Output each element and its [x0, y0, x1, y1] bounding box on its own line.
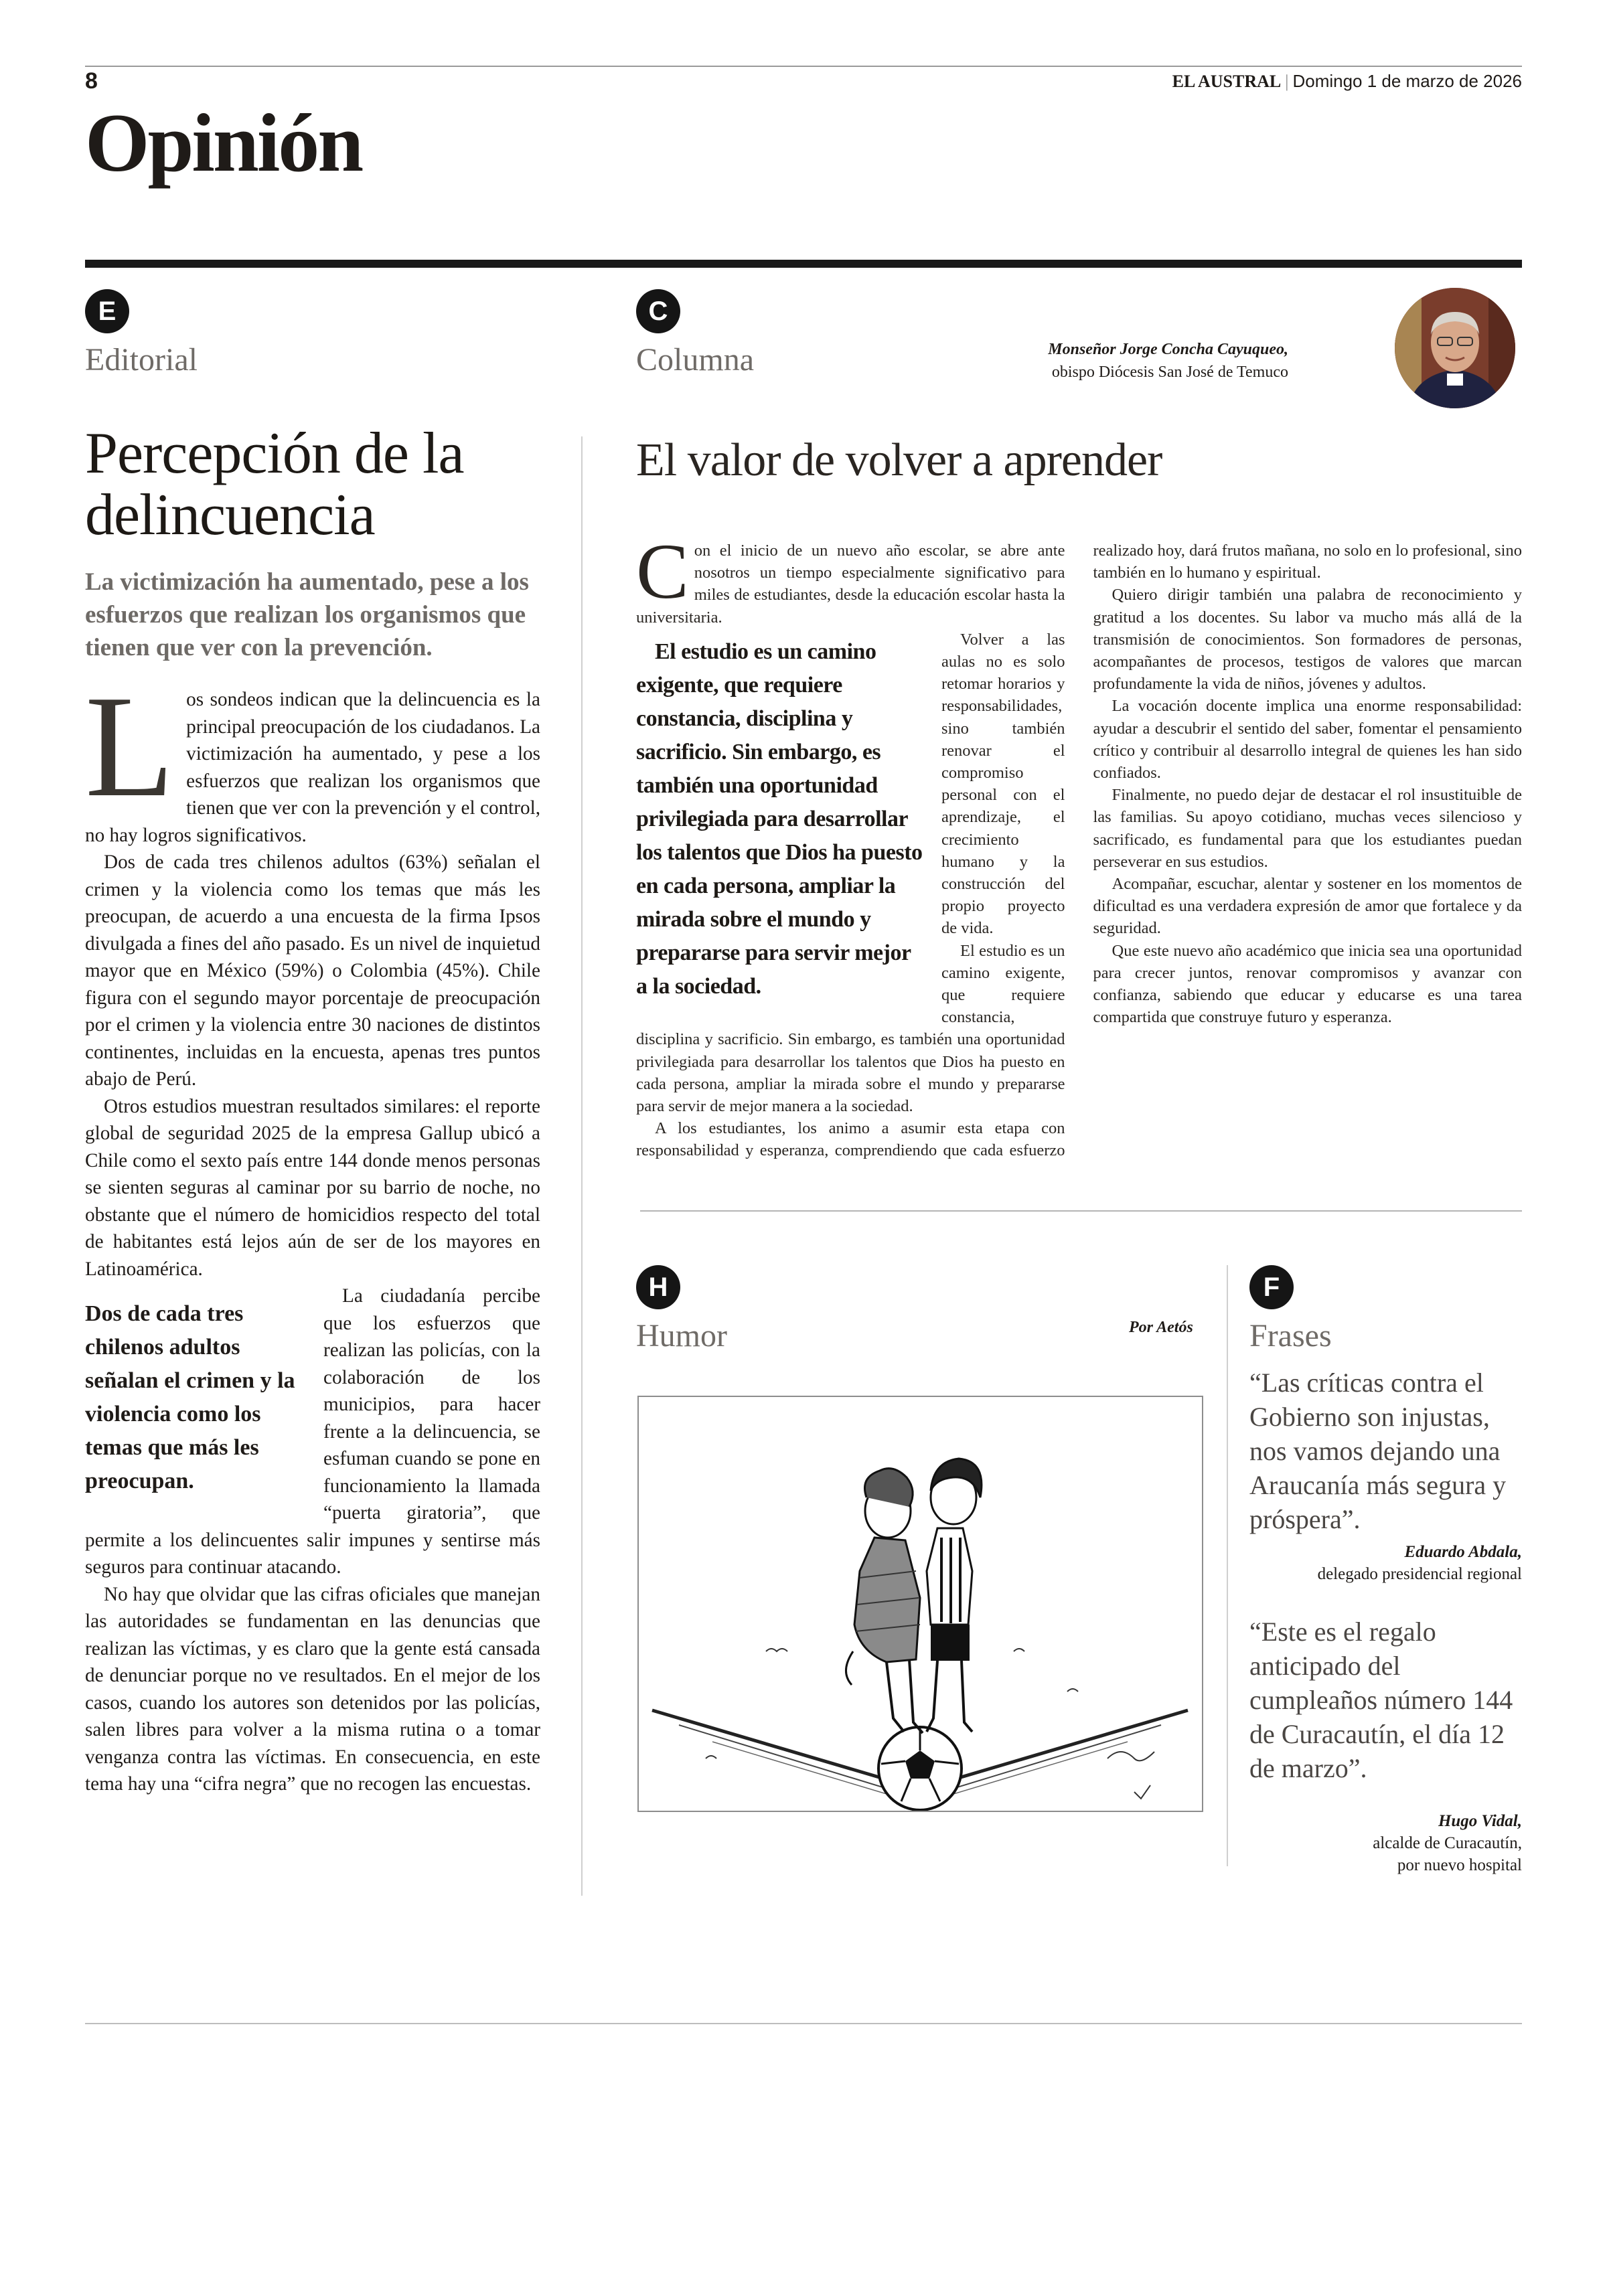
columna-author: [1048, 338, 1288, 384]
masthead: [1172, 71, 1522, 92]
author-role: obispo Diócesis San José de Temuco: [1051, 363, 1288, 381]
frase-author: Eduardo Abdala,: [1404, 1543, 1522, 1561]
frase-author: Hugo Vidal,: [1438, 1812, 1522, 1830]
top-rule: [85, 66, 1522, 67]
editorial-paragraph: Otros estudios muestran resultados similares: el reporte global de seguridad 2025 de la empresa Gallup ubicó a Chile como el sexto país entre 144 donde menos personas se sienten seguras al caminar por su barrio de noche, no obstante que el número de homicidios respecto del total de habitantes está lejos aún de ser de los mayores en Latinoamérica.: [85, 1095, 540, 1280]
columna-paragraph: Finalmente, no puedo dejar de destacar el rol insustituible de las familias. Su apoyo cotidiano, muchas veces silencioso y sacrificado, es fundamental para que los estudiantes puedan perseverar en sus estudios.: [1093, 786, 1522, 871]
frase-attribution: [1318, 1541, 1522, 1585]
frase-attribution: [1373, 1810, 1522, 1876]
columna-paragraph: Con el inicio de un nuevo año escolar, se abre ante nosotros un tiempo especialmente significativo para miles de estudiantes, desde la educación escolar hasta la universitaria.: [636, 527, 1065, 627]
frases-badge: F: [1249, 1265, 1294, 1309]
columna-pullquote: El estudio es un camino exigente, que requiere constancia, disciplina y sacrificio. Sin embargo, es también una oportunidad privilegiada para desarrollar los talentos que Dios ha puesto en cada persona, ampliar la mirada sobre el mundo y prepararse para servir mejor a la sociedad.: [636, 639, 923, 999]
editorial-paragraph: Dos de cada tres chilenos adultos (63%) señalan el crimen y la violencia como los temas que más les preocupan, de acuerdo a una encuesta de la firma Ipsos divulgada a fines del año pasado. Es un nivel de inquietud mayor que en México (59%) o Colombia (45%). Chile figura con el segundo mayor porcentaje de preocupación por el crimen y la violencia entre 30 naciones de distintos continentes, incluidas en la encuesta, apenas tres puntos abajo de Perú.: [85, 851, 540, 1090]
columna-headline: El valor de volver a aprender: [636, 434, 1162, 486]
frases-divider: [1227, 1265, 1228, 1866]
column-divider: [581, 436, 583, 1896]
cartoon-illustration-icon: [639, 1397, 1202, 1811]
editorial-label: Editorial: [85, 342, 198, 378]
columna-paragraph: A los estudiantes, los animo a asumir esta etapa con responsabilidad y esperanza, comprendiendo que cada esfuerzo realizado hoy, dará frutos mañana, no solo en lo profesional, sino también en lo humano y espiritual.: [636, 542, 1522, 1160]
editorial-paragraph: Los sondeos indican que la delincuencia es la principal preocupación de los ciudadanos. La victimización ha aumentado, y pese a los esfuerzos que realizan los organismos que tienen que ver con la prevención y el control, no hay logros significativos.: [85, 666, 540, 846]
frases-label: Frases: [1249, 1318, 1332, 1354]
columna-badge: C: [636, 289, 680, 333]
editorial-lead: La victimización ha aumentado, pese a los esfuerzos que realizan los organismos que tienen que ver con la prevención.: [85, 568, 529, 662]
columna-paragraph: El estudio es un camino exigente, que requiere constancia, disciplina y sacrificio. Sin embargo, es también una oportunidad privilegiada para desarrollar los talentos que Dios ha puesto en cada persona, ampliar la mirada sobre el mundo y prepararse para servir mejor a la sociedad. Volver a las aulas no es solo retomar horarios y responsabilidades, sino también renovar el compromiso personal con el aprendizaje, el crecimiento humano y la construcción del propio proyecto de vida.: [636, 629, 1065, 940]
columna-paragraph: Que este nuevo año académico que inicia sea una oportunidad para crecer juntos, renovar compromisos y avanzar con confianza, sabiendo que educar y educarse es una tarea compartida que construye futuro y esperanza.: [1093, 941, 1522, 1027]
page-number: 8: [85, 68, 98, 94]
section-rule: [85, 260, 1522, 268]
columna-paragraph: La vocación docente implica una enorme responsabilidad: ayudar a descubrir el sentido del saber, fomentar el pensamiento crítico y contribuir al desarrollo integral de quienes les han sido confiados.: [1093, 697, 1522, 783]
section-title: Opinión: [85, 97, 362, 189]
editorial-dropcap: L: [85, 666, 175, 827]
columna-body: [636, 527, 1522, 1175]
columna-paragraph: Quiero dirigir también una palabra de reconocimiento y gratitud a los docentes. Su labor va mucho más allá de la transmisión de conocimientos. Son formadores de personas, acompañantes de procesos, testigos de valores que marcan profundamente la vida de niños, jóvenes y adultos.: [1093, 586, 1522, 693]
issue-date: Domingo 1 de marzo de 2026: [1292, 71, 1522, 91]
columna-paragraph: Acompañar, escuchar, alentar y sostener en los momentos de dificultad es una verdadera expresión de amor que fortalece y da seguridad.: [1093, 875, 1522, 938]
humor-badge: H: [636, 1265, 680, 1309]
frase-role: delegado presidencial regional: [1317, 1565, 1522, 1583]
newspaper-name: EL AUSTRAL: [1172, 72, 1282, 91]
frase-quote: “Este es el regalo anticipado del cumpleaños número 144 de Curacautín, el día 12 de marzo”.: [1249, 1617, 1513, 1783]
author-portrait-icon: [1395, 288, 1515, 408]
masthead-separator: |: [1285, 72, 1289, 91]
cartoon-byline: Por Aetós: [1129, 1319, 1193, 1336]
editorial-body: [85, 666, 540, 1798]
author-name: Monseñor Jorge Concha Cayuqueo,: [1048, 341, 1288, 358]
editorial-headline: Percepción de la delincuencia: [85, 421, 464, 548]
frase-role: alcalde de Curacautín,: [1373, 1834, 1522, 1852]
columna-label: Columna: [636, 342, 754, 378]
editorial-badge: E: [85, 289, 129, 333]
mid-rule: [640, 1210, 1522, 1212]
frase-role: por nuevo hospital: [1397, 1856, 1522, 1874]
humor-label: Humor: [636, 1318, 727, 1354]
bottom-rule: [85, 2023, 1522, 2024]
frase-quote: “Las críticas contra el Gobierno son injustas, nos vamos dejando una Araucanía más segura y próspera”.: [1249, 1368, 1507, 1534]
columna-paragraph: El estudio es un camino exigente, que requiere constancia, disciplina y sacrificio. Sin embargo, es también una oportunidad privilegiada para desarrollar los talentos que Dios ha puesto en cada persona, ampliar la mirada sobre el mundo y prepararse para servir de mejor manera a la sociedad.: [636, 941, 1065, 1116]
columna-dropcap: C: [636, 527, 689, 615]
author-avatar: [1395, 288, 1515, 408]
humor-cartoon: [637, 1396, 1203, 1812]
editorial-paragraph: No hay que olvidar que las cifras oficiales que manejan las autoridades se fundamentan en las denuncias que realizan las víctimas, y es claro que la gente está cansada de denunciar porque no ve resultados. En el mejor de los casos, cuando los autores son detenidos por las policías, salen libres para volver a la misma rutina o a tomar venganza contra las víctimas. En consecuencia, en este tema hay una “cifra negra” que no recogen las encuestas.: [85, 1583, 540, 1795]
editorial-pullquote: Dos de cada tres chilenos adultos señalan el crimen y la violencia como los temas que más les preocupan.: [85, 1301, 295, 1493]
editorial-paragraph: Dos de cada tres chilenos adultos señalan el crimen y la violencia como los temas que más les preocupan. La ciudadanía percibe que los esfuerzos que realizan las policías, con la colaboración de los municipios, para hacer frente a la delincuencia, se esfuman cuando se pone en funcionamiento la llamada “puerta giratoria”, que permite a los delincuentes salir impunes y sentirse más seguros para continuar atacando.: [85, 1285, 540, 1578]
